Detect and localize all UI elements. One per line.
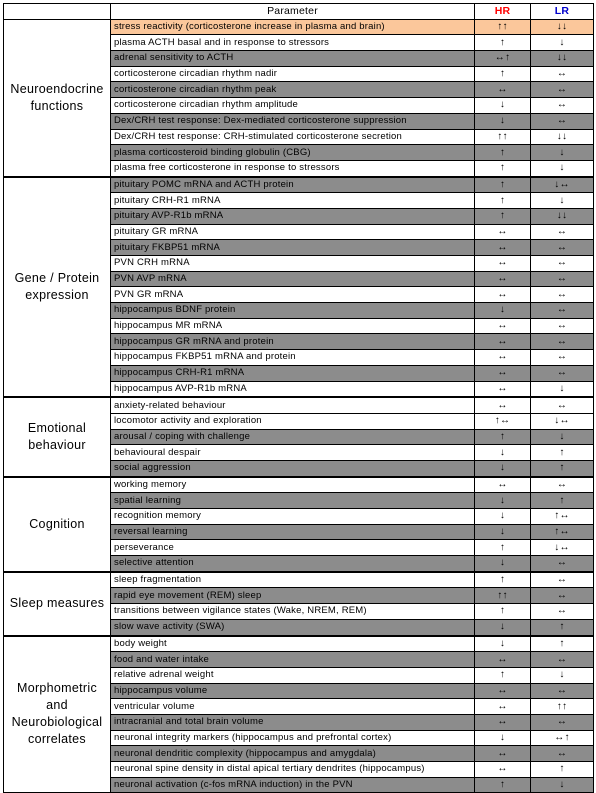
hr-value-cell: ↓	[475, 509, 531, 525]
lr-value-cell: ↓↔	[531, 540, 594, 556]
parameter-cell: hippocampus GR mRNA and protein	[111, 334, 475, 350]
section-title: Neuroendocrine functions	[4, 19, 111, 176]
table-row	[4, 636, 594, 652]
hr-value-cell: ↔	[475, 334, 531, 350]
lr-value-cell: ↑	[531, 636, 594, 652]
header-blank	[4, 4, 111, 20]
lr-value-cell: ↑	[531, 619, 594, 635]
parameter-cell: hippocampus volume	[111, 683, 475, 699]
hr-value-cell: ↓	[475, 445, 531, 461]
parameter-cell: locomotor activity and exploration	[111, 413, 475, 429]
hr-value-cell: ↑	[475, 572, 531, 588]
hr-value-cell: ↑	[475, 193, 531, 209]
hr-value-cell: ↓	[475, 493, 531, 509]
lr-value-cell: ↓	[531, 145, 594, 161]
parameter-cell: spatial learning	[111, 493, 475, 509]
lr-value-cell: ↓↔	[531, 413, 594, 429]
lr-value-cell: ↓	[531, 429, 594, 445]
lr-value-cell: ↔↑	[531, 730, 594, 746]
lr-value-cell: ↓	[531, 381, 594, 397]
hr-value-cell: ↓	[475, 303, 531, 319]
table-row	[4, 177, 594, 193]
lr-value-cell: ↔	[531, 397, 594, 413]
lr-value-cell: ↓	[531, 667, 594, 683]
header-hr: HR	[475, 4, 531, 20]
parameter-cell: hippocampus FKBP51 mRNA and protein	[111, 350, 475, 366]
lr-value-cell: ↔	[531, 572, 594, 588]
hr-value-cell: ↔	[475, 240, 531, 256]
parameter-cell: stress reactivity (corticosterone increase in plasma and brain)	[111, 19, 475, 35]
parameter-cell: working memory	[111, 477, 475, 493]
hr-value-cell: ↔	[475, 746, 531, 762]
hr-value-cell: ↑	[475, 540, 531, 556]
parameter-cell: Dex/CRH test response: Dex-mediated corticosterone suppression	[111, 113, 475, 129]
hr-value-cell: ↑	[475, 35, 531, 51]
parameter-cell: relative adrenal weight	[111, 667, 475, 683]
hr-value-cell: ↔	[475, 762, 531, 778]
parameter-cell: transitions between vigilance states (Wake, NREM, REM)	[111, 604, 475, 620]
parameter-cell: PVN GR mRNA	[111, 287, 475, 303]
hr-value-cell: ↓	[475, 730, 531, 746]
hr-value-cell: ↑	[475, 177, 531, 193]
hr-value-cell: ↔	[475, 318, 531, 334]
lr-value-cell: ↔	[531, 714, 594, 730]
parameter-cell: selective attention	[111, 556, 475, 572]
lr-value-cell: ↑↔	[531, 509, 594, 525]
lr-value-cell: ↑↑	[531, 699, 594, 715]
parameter-cell: sleep fragmentation	[111, 572, 475, 588]
parameter-cell: hippocampus BDNF protein	[111, 303, 475, 319]
parameter-cell: intracranial and total brain volume	[111, 714, 475, 730]
lr-value-cell: ↔	[531, 66, 594, 82]
parameter-cell: hippocampus AVP-R1b mRNA	[111, 381, 475, 397]
hr-value-cell: ↓	[475, 619, 531, 635]
comparison-table	[3, 3, 594, 793]
lr-value-cell: ↔	[531, 588, 594, 604]
parameter-cell: recognition memory	[111, 509, 475, 525]
table-row	[4, 397, 594, 413]
parameter-cell: ventricular volume	[111, 699, 475, 715]
lr-value-cell: ↓	[531, 160, 594, 176]
parameter-cell: reversal learning	[111, 524, 475, 540]
lr-value-cell: ↓↓	[531, 19, 594, 35]
table-row	[4, 572, 594, 588]
hr-value-cell: ↑	[475, 66, 531, 82]
parameter-cell: rapid eye movement (REM) sleep	[111, 588, 475, 604]
hr-value-cell: ↔	[475, 397, 531, 413]
parameter-cell: pituitary GR mRNA	[111, 224, 475, 240]
lr-value-cell: ↓↔	[531, 177, 594, 193]
hr-value-cell: ↔	[475, 224, 531, 240]
hr-value-cell: ↑	[475, 145, 531, 161]
parameter-cell: PVN AVP mRNA	[111, 271, 475, 287]
lr-value-cell: ↔	[531, 82, 594, 98]
parameter-cell: plasma free corticosterone in response to stressors	[111, 160, 475, 176]
parameter-cell: pituitary AVP-R1b mRNA	[111, 208, 475, 224]
hr-value-cell: ↔	[475, 256, 531, 272]
lr-value-cell: ↓↓	[531, 129, 594, 145]
lr-value-cell: ↑	[531, 460, 594, 476]
hr-value-cell: ↔	[475, 699, 531, 715]
hr-value-cell: ↑↑	[475, 19, 531, 35]
lr-value-cell: ↑	[531, 493, 594, 509]
lr-value-cell: ↔	[531, 477, 594, 493]
hr-value-cell: ↓	[475, 524, 531, 540]
lr-value-cell: ↑	[531, 445, 594, 461]
lr-value-cell: ↔	[531, 652, 594, 668]
parameter-cell: neuronal spine density in distal apical tertiary dendrites (hippocampus)	[111, 762, 475, 778]
parameter-cell: corticosterone circadian rhythm amplitude	[111, 98, 475, 114]
hr-value-cell: ↔↑	[475, 51, 531, 67]
lr-value-cell: ↔	[531, 556, 594, 572]
parameter-cell: neuronal integrity markers (hippocampus and prefrontal cortex)	[111, 730, 475, 746]
parameter-cell: body weight	[111, 636, 475, 652]
lr-value-cell: ↑↔	[531, 524, 594, 540]
parameter-cell: hippocampus MR mRNA	[111, 318, 475, 334]
lr-value-cell: ↔	[531, 318, 594, 334]
parameter-cell: hippocampus CRH-R1 mRNA	[111, 365, 475, 381]
parameter-cell: pituitary FKBP51 mRNA	[111, 240, 475, 256]
parameter-cell: behavioural despair	[111, 445, 475, 461]
section-title: Emotional behaviour	[4, 397, 111, 476]
lr-value-cell: ↔	[531, 365, 594, 381]
hr-value-cell: ↑	[475, 160, 531, 176]
parameter-cell: anxiety-related behaviour	[111, 397, 475, 413]
parameter-cell: slow wave activity (SWA)	[111, 619, 475, 635]
lr-value-cell: ↔	[531, 271, 594, 287]
parameter-cell: PVN CRH mRNA	[111, 256, 475, 272]
hr-value-cell: ↓	[475, 460, 531, 476]
hr-value-cell: ↔	[475, 271, 531, 287]
hr-value-cell: ↑	[475, 429, 531, 445]
parameter-cell: neuronal activation (c-fos mRNA induction) in the PVN	[111, 777, 475, 793]
table-body	[4, 19, 594, 793]
lr-value-cell: ↔	[531, 287, 594, 303]
hr-value-cell: ↓	[475, 98, 531, 114]
hr-value-cell: ↓	[475, 556, 531, 572]
lr-value-cell: ↔	[531, 334, 594, 350]
lr-value-cell: ↓	[531, 35, 594, 51]
lr-value-cell: ↓	[531, 777, 594, 793]
parameter-cell: arousal / coping with challenge	[111, 429, 475, 445]
lr-value-cell: ↓	[531, 193, 594, 209]
lr-value-cell: ↔	[531, 113, 594, 129]
parameter-cell: corticosterone circadian rhythm peak	[111, 82, 475, 98]
section-title: Morphometric and Neurobiological correlates	[4, 636, 111, 793]
hr-value-cell: ↑↑	[475, 129, 531, 145]
parameter-cell: food and water intake	[111, 652, 475, 668]
section-title: Gene / Protein expression	[4, 177, 111, 398]
parameter-cell: neuronal dendritic complexity (hippocampus and amygdala)	[111, 746, 475, 762]
parameter-cell: plasma corticosteroid binding globulin (CBG)	[111, 145, 475, 161]
lr-value-cell: ↓↓	[531, 51, 594, 67]
table-row	[4, 477, 594, 493]
hr-value-cell: ↔	[475, 381, 531, 397]
lr-value-cell: ↔	[531, 224, 594, 240]
hr-value-cell: ↔	[475, 82, 531, 98]
hr-value-cell: ↑	[475, 604, 531, 620]
section-title: Sleep measures	[4, 572, 111, 636]
hr-value-cell: ↔	[475, 683, 531, 699]
hr-value-cell: ↓	[475, 113, 531, 129]
table-row	[4, 19, 594, 35]
parameter-cell: plasma ACTH basal and in response to stressors	[111, 35, 475, 51]
hr-value-cell: ↑↔	[475, 413, 531, 429]
section-title: Cognition	[4, 477, 111, 572]
lr-value-cell: ↔	[531, 98, 594, 114]
hr-value-cell: ↑	[475, 667, 531, 683]
lr-value-cell: ↔	[531, 350, 594, 366]
hr-value-cell: ↔	[475, 714, 531, 730]
hr-value-cell: ↔	[475, 652, 531, 668]
lr-value-cell: ↓↓	[531, 208, 594, 224]
lr-value-cell: ↔	[531, 746, 594, 762]
parameter-cell: corticosterone circadian rhythm nadir	[111, 66, 475, 82]
lr-value-cell: ↔	[531, 240, 594, 256]
hr-value-cell: ↑	[475, 208, 531, 224]
parameter-cell: social aggression	[111, 460, 475, 476]
header-lr: LR	[531, 4, 594, 20]
lr-value-cell: ↔	[531, 256, 594, 272]
lr-value-cell: ↔	[531, 303, 594, 319]
lr-value-cell: ↔	[531, 683, 594, 699]
hr-value-cell: ↔	[475, 477, 531, 493]
parameter-cell: adrenal sensitivity to ACTH	[111, 51, 475, 67]
hr-value-cell: ↔	[475, 287, 531, 303]
parameter-cell: perseverance	[111, 540, 475, 556]
hr-value-cell: ↑↑	[475, 588, 531, 604]
lr-value-cell: ↔	[531, 604, 594, 620]
header-parameter: Parameter	[111, 4, 475, 20]
hr-value-cell: ↔	[475, 350, 531, 366]
lr-value-cell: ↑	[531, 762, 594, 778]
parameter-cell: pituitary POMC mRNA and ACTH protein	[111, 177, 475, 193]
header-row	[4, 4, 594, 20]
parameter-cell: pituitary CRH-R1 mRNA	[111, 193, 475, 209]
hr-value-cell: ↔	[475, 365, 531, 381]
hr-value-cell: ↓	[475, 636, 531, 652]
parameter-cell: Dex/CRH test response: CRH-stimulated corticosterone secretion	[111, 129, 475, 145]
hr-value-cell: ↑	[475, 777, 531, 793]
